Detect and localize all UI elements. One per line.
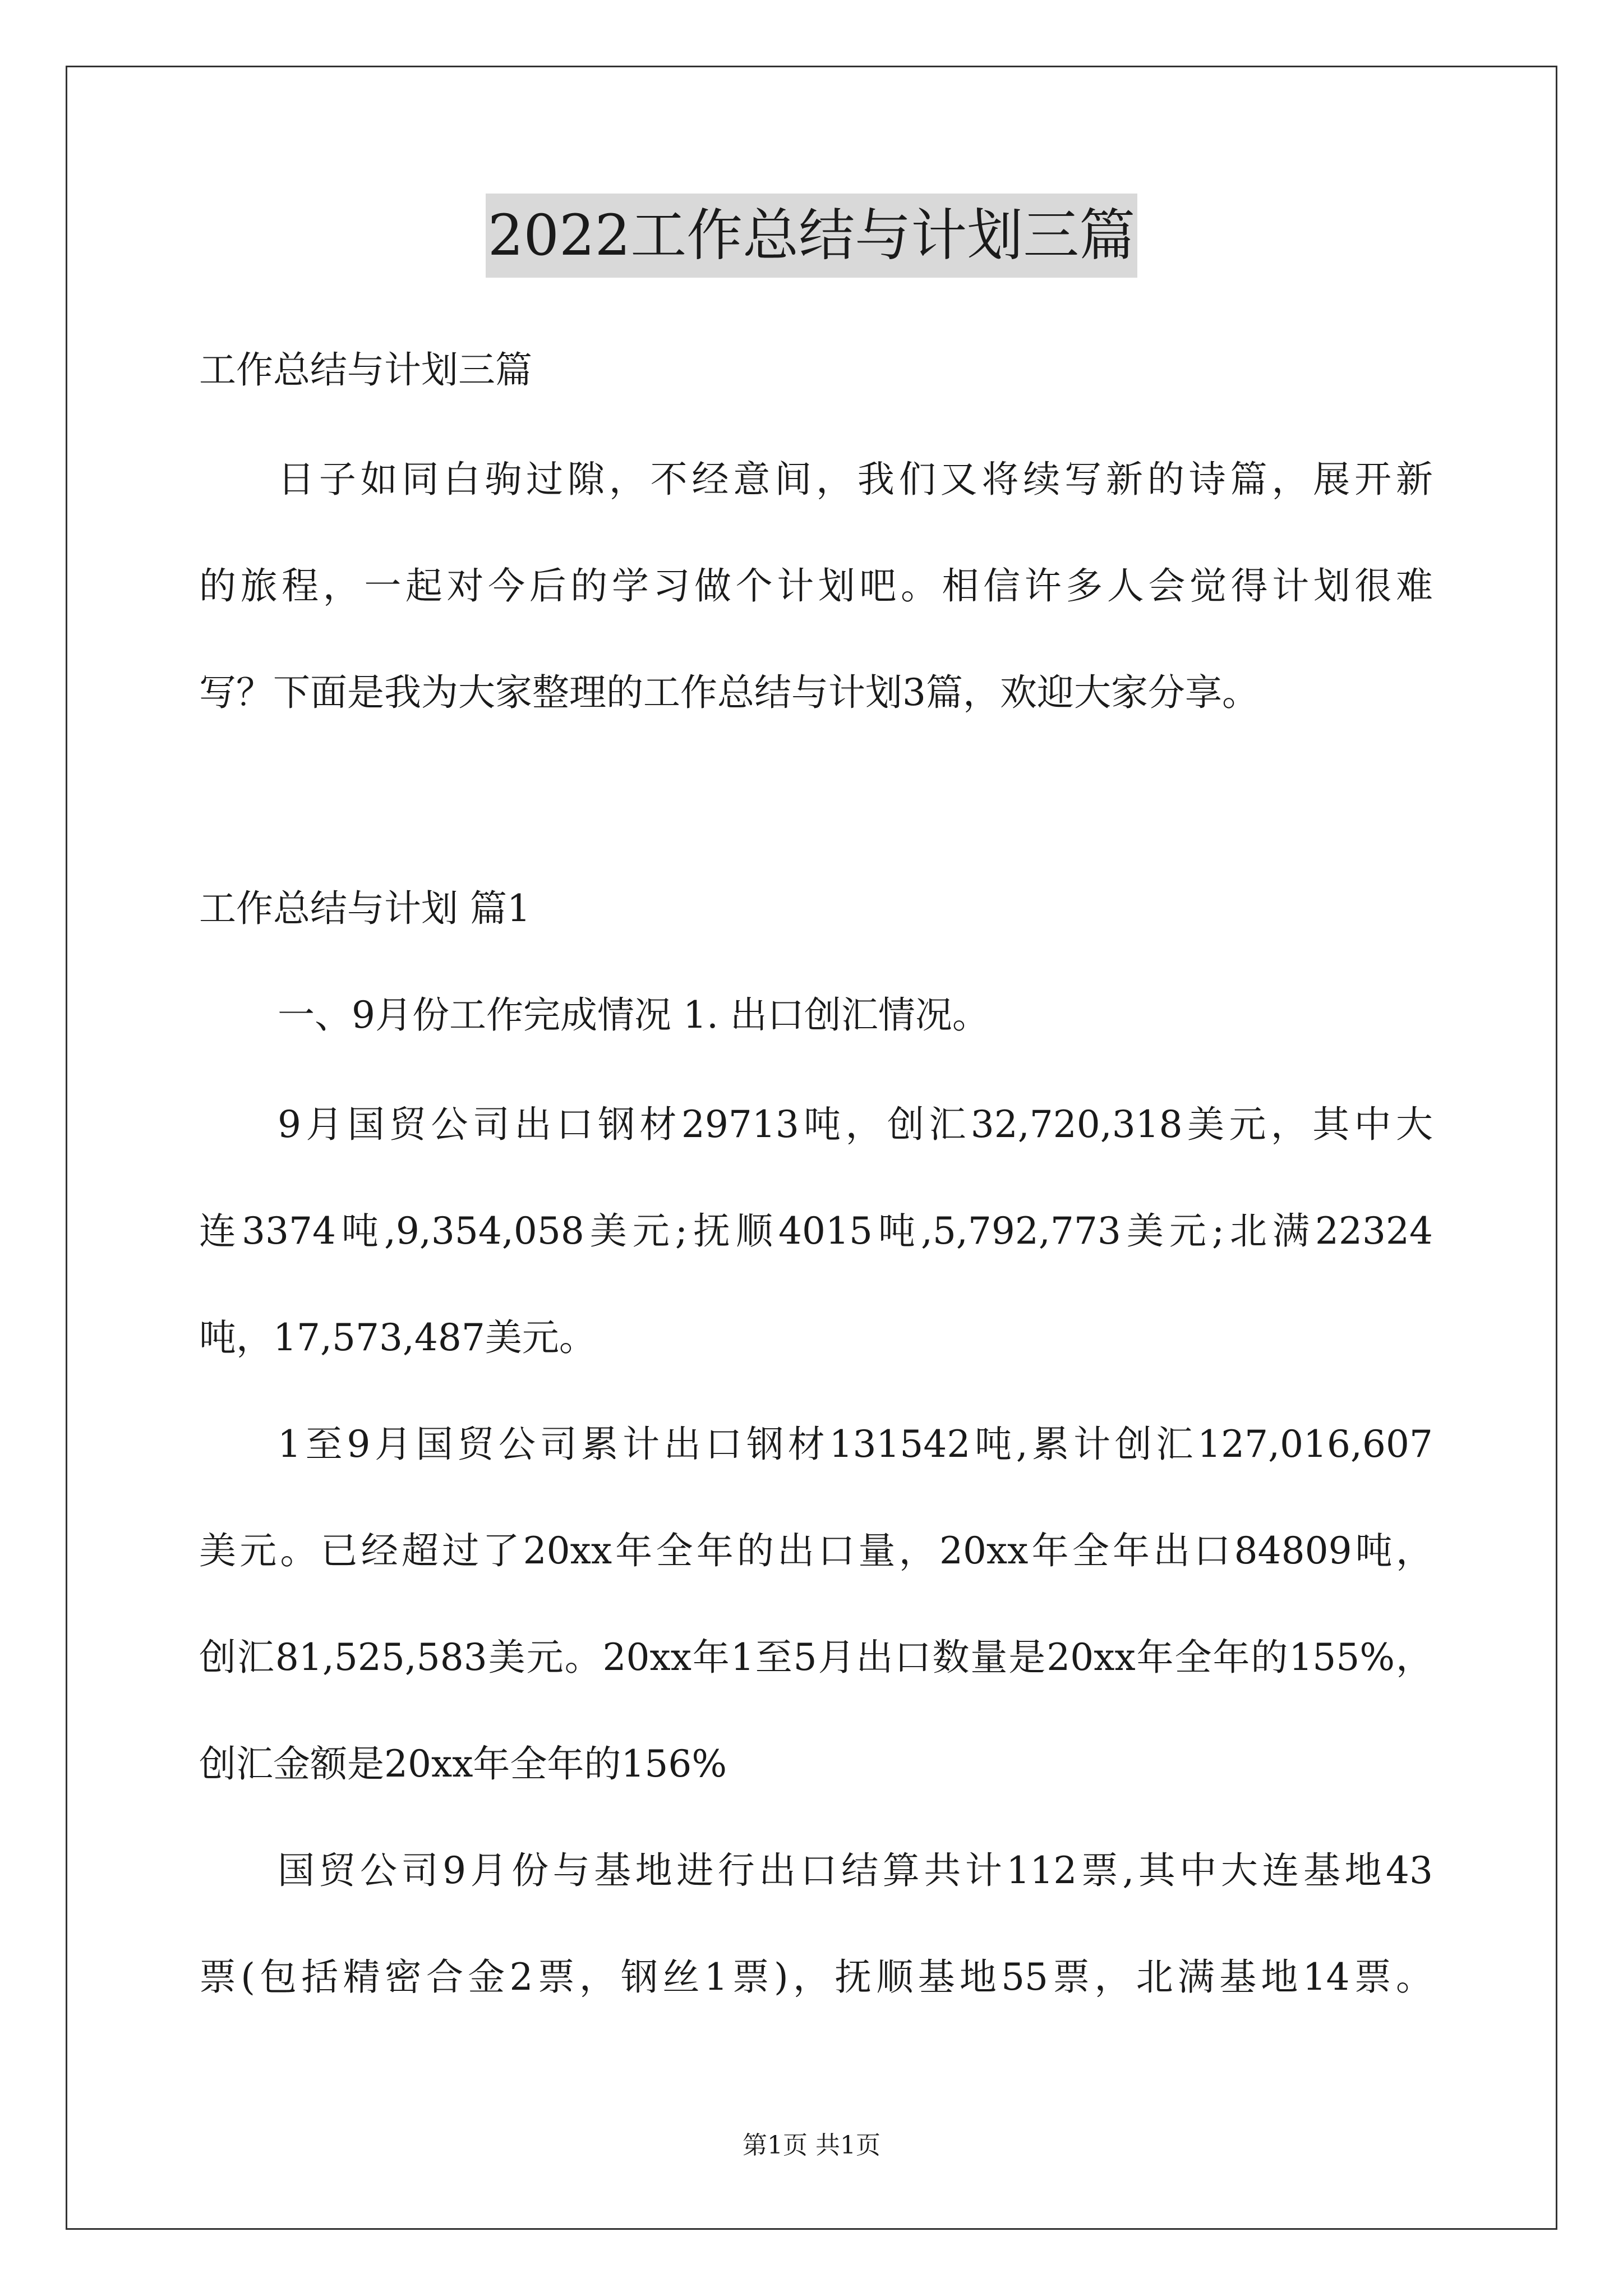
paragraph-2-line-3: 创汇81,525,583美元。20xx年1至5月出口数量是20xx年全年的155%， bbox=[199, 1636, 1433, 1679]
page-footer: 第1页 共1页 bbox=[743, 2131, 880, 2160]
intro-line-3: 写？下面是我为大家整理的工作总结与计划3篇，欢迎大家分享。 bbox=[199, 671, 1259, 714]
document-title: 2022工作总结与计划三篇 bbox=[486, 194, 1138, 278]
document-heading: 工作总结与计划三篇 bbox=[199, 348, 532, 392]
paragraph-1-line-2: 连3374吨,9,354,058美元;抚顺4015吨,5,792,773美元;北满22324 bbox=[199, 1209, 1433, 1253]
section-heading: 工作总结与计划 篇1 bbox=[199, 887, 531, 930]
title-container bbox=[0, 194, 1623, 278]
paragraph-3-line-1: 国贸公司9月份与基地进行出口结算共计112票,其中大连基地43 bbox=[278, 1849, 1433, 1892]
paragraph-1-line-3: 吨，17,573,487美元。 bbox=[199, 1316, 596, 1359]
paragraph-2-line-2: 美元。已经超过了20xx年全年的出口量，20xx年全年出口84809吨， bbox=[199, 1529, 1433, 1572]
intro-line-1: 日子如同白驹过隙，不经意间，我们又将续写新的诗篇，展开新 bbox=[278, 458, 1433, 501]
subheading: 一、9月份工作完成情况 1. 出口创汇情况。 bbox=[278, 993, 989, 1037]
intro-line-2: 的旅程，一起对今后的学习做个计划吧。相信许多人会觉得计划很难 bbox=[199, 564, 1433, 608]
paragraph-1-line-1: 9月国贸公司出口钢材29713吨，创汇32,720,318美元，其中大 bbox=[278, 1103, 1433, 1146]
paragraph-2-line-4: 创汇金额是20xx年全年的156% bbox=[199, 1742, 727, 1786]
paragraph-2-line-1: 1至9月国贸公司累计出口钢材131542吨,累计创汇127,016,607 bbox=[278, 1423, 1433, 1466]
paragraph-3-line-2: 票(包括精密合金2票，钢丝1票)，抚顺基地55票，北满基地14票。 bbox=[199, 1955, 1433, 1999]
